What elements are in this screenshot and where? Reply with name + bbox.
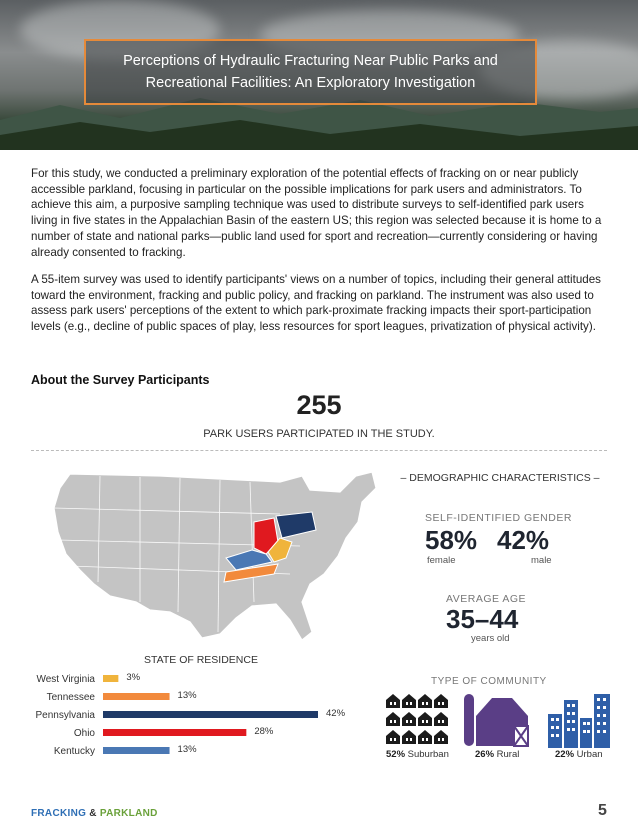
chart-category-label: Kentucky: [53, 746, 95, 757]
page-title: Perceptions of Hydraulic Fracturing Near Public Parks and Recreational Facilities: An Exploratory Investigation: [123, 53, 498, 91]
male-percent: 42%: [497, 525, 550, 555]
footer-brand-amp: &: [86, 808, 100, 819]
age-label: AVERAGE AGE: [446, 593, 526, 605]
community-urban-pct: 22%: [555, 749, 575, 760]
chart-bar: [103, 675, 118, 682]
chart-category-label: Ohio: [73, 728, 95, 739]
community-suburban-pct: 52%: [386, 749, 406, 760]
chart-category-label: Tennessee: [46, 692, 95, 703]
page-number: 5: [598, 802, 607, 819]
community-suburban-label: Suburban: [407, 749, 449, 760]
footer-brand: [31, 808, 158, 819]
community-label: TYPE OF COMMUNITY: [431, 676, 547, 687]
title-box: [84, 39, 537, 105]
female-label: female: [427, 555, 456, 566]
city-buildings-icon: [548, 690, 612, 748]
community-urban-label: Urban: [576, 749, 603, 760]
community-suburban-caption: [386, 749, 449, 760]
chart-bar: [103, 729, 246, 736]
age-unit: years old: [471, 633, 510, 644]
participant-count: 255: [296, 390, 342, 420]
us-map: [40, 462, 380, 650]
intro-paragraph: For this study, we conducted a preliminary exploration of the potential effects of fracking on or near publicly accessible parkland, focusing in particular on the possible implications for park users and administrators. To achieve this aim, a purposive sampling technique was used to distribute surveys to self-identified park users living in five states in the Appalachian Basin of the eastern US; this region was selected because it is home to a number of state and national parks—public land used for sport and recreation—currently considering or having already consented to fracking.: [31, 167, 602, 259]
age-value: 35–44: [446, 604, 519, 634]
us-map-outline: [54, 472, 376, 640]
chart-category-label: West Virginia: [36, 674, 95, 685]
suburban-houses-icon: [386, 694, 452, 746]
section-heading: About the Survey Participants: [31, 373, 210, 387]
chart-value-label: 3%: [126, 672, 141, 683]
chart-value-label: 28%: [254, 726, 274, 737]
participant-caption: PARK USERS PARTICIPATED IN THE STUDY.: [203, 428, 435, 440]
gender-label: SELF-IDENTIFIED GENDER: [425, 512, 572, 524]
barn-icon: [462, 692, 542, 748]
male-label: male: [531, 555, 552, 566]
demographics-heading: – DEMOGRAPHIC CHARACTERISTICS –: [400, 472, 600, 484]
chart-title: STATE OF RESIDENCE: [144, 654, 258, 666]
community-urban-caption: [555, 749, 603, 760]
state-residence-chart: [0, 670, 380, 770]
chart-value-label: 13%: [177, 690, 197, 701]
female-percent: 58%: [425, 525, 478, 555]
chart-value-label: 13%: [177, 744, 197, 755]
chart-bar: [103, 693, 170, 700]
chart-category-label: Pennsylvania: [35, 710, 95, 721]
community-rural-caption: [475, 749, 519, 760]
divider: [31, 450, 607, 451]
community-rural-label: Rural: [496, 749, 520, 760]
hero-banner: [0, 0, 638, 150]
chart-bar: [103, 711, 318, 718]
chart-value-label: 42%: [326, 708, 346, 719]
footer-brand-fracking: FRACKING: [31, 808, 87, 819]
chart-bar: [103, 747, 170, 754]
footer-brand-parkland: PARKLAND: [99, 808, 158, 819]
method-paragraph: A 55-item survey was used to identify participants' views on a number of topics, including their general attitudes toward the environment, fracking and public policy, and fracking on parkland. The instrument was also used to assess park users' perceptions of the extent to which park-proximate fracking impacts their sport-participation levels (e.g., decline of public spaces of play, less resources for sport leagues, privatization of physical activity).: [31, 273, 601, 334]
community-rural-pct: 26%: [475, 749, 495, 760]
